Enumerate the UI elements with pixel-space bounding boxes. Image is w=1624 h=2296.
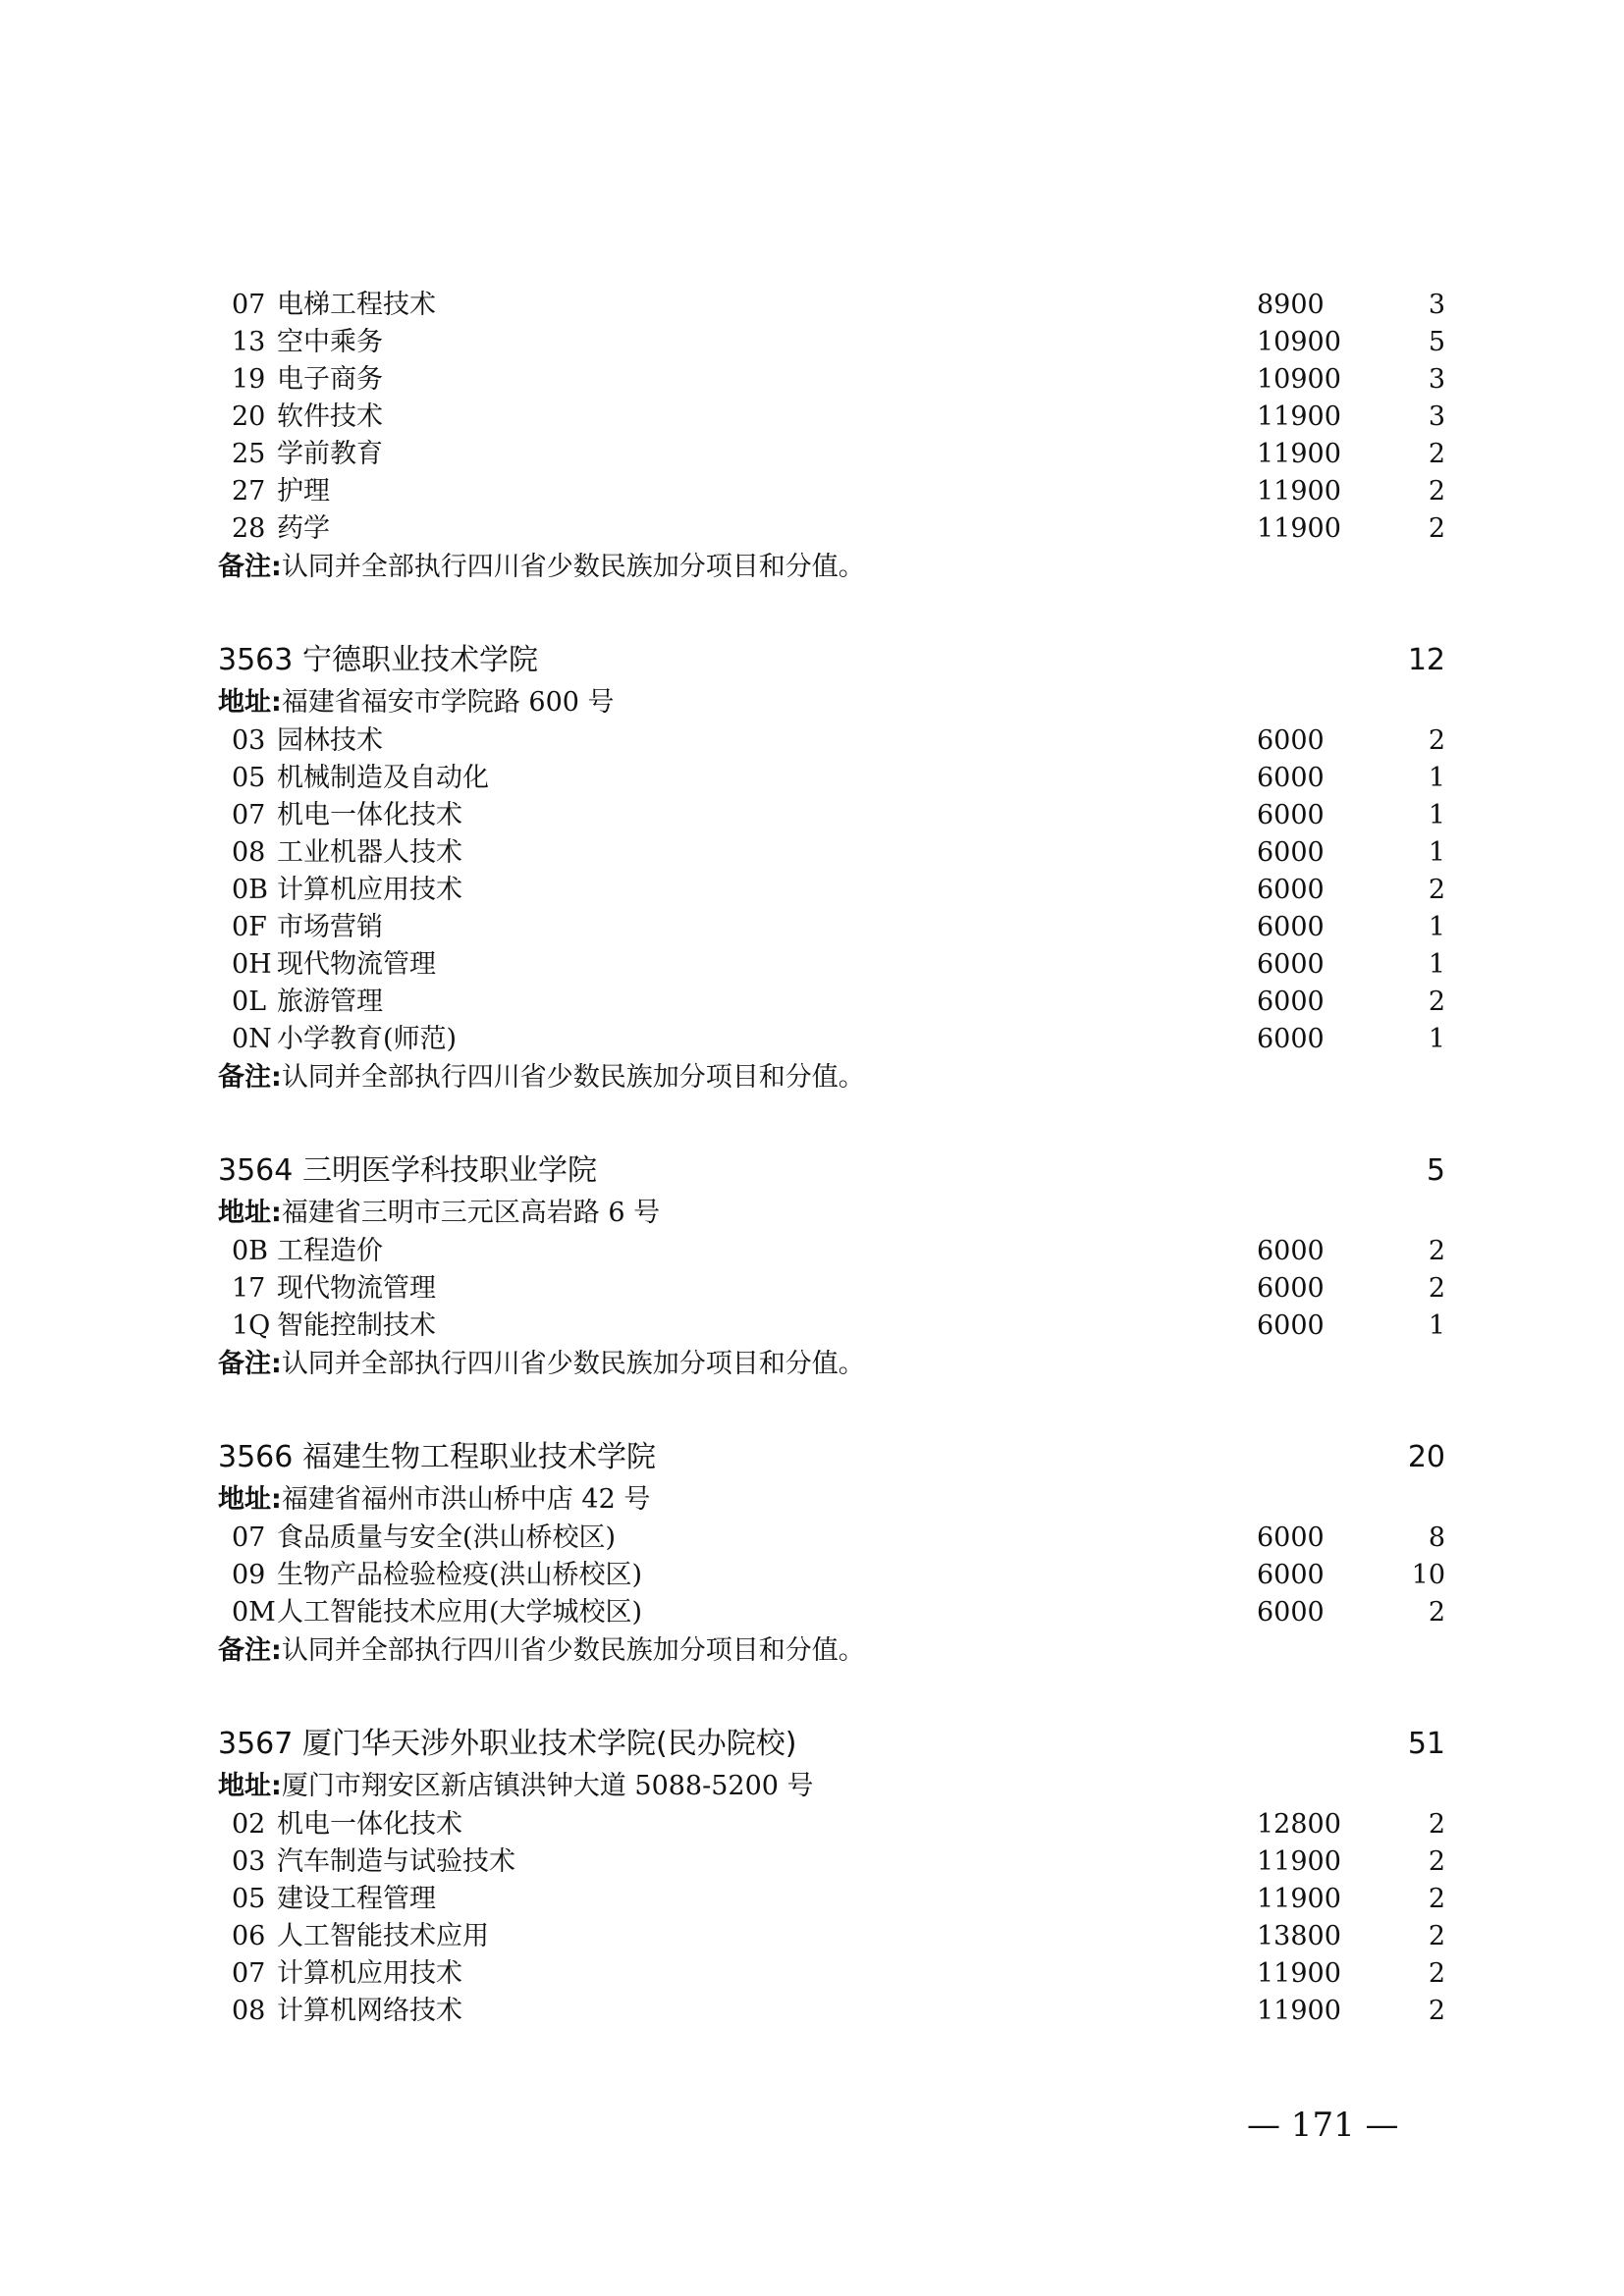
major-count: 2	[1428, 1273, 1445, 1304]
major-row	[218, 1520, 1445, 1557]
major-name: 电梯工程技术	[277, 290, 436, 320]
major-count: 2	[1428, 439, 1445, 469]
address-text: 福建省福安市学院路 600 号	[281, 687, 615, 718]
address-text: 福建省三明市三元区高岩路 6 号	[281, 1198, 661, 1228]
major-name: 旅游管理	[277, 987, 383, 1017]
major-name: 智能控制技术	[277, 1310, 436, 1341]
major-row	[218, 287, 1445, 324]
major-fee: 11900	[1257, 1884, 1341, 1914]
major-name: 电子商务	[277, 364, 383, 395]
major-code: 17	[232, 1273, 266, 1304]
school-section	[218, 638, 1445, 1097]
school-section	[218, 1148, 1445, 1384]
major-row	[218, 324, 1445, 361]
major-name: 现代物流管理	[277, 949, 436, 980]
school-section	[218, 1722, 1445, 2030]
major-count: 3	[1428, 364, 1445, 395]
remark	[218, 548, 1347, 587]
major-name: 市场营销	[277, 912, 383, 942]
school-header	[218, 1148, 1445, 1194]
school-header	[218, 1435, 1445, 1480]
major-code: 07	[232, 1522, 266, 1553]
major-code: 0B	[232, 1236, 269, 1266]
major-row	[218, 361, 1445, 399]
major-row	[218, 1270, 1445, 1308]
major-code: 05	[232, 763, 266, 793]
remark-label: 备注:	[218, 1349, 282, 1379]
school-name: 三明医学科技职业学院	[302, 1153, 597, 1188]
major-row	[218, 1557, 1445, 1594]
major-code: 06	[232, 1921, 266, 1951]
school-name: 厦门华天涉外职业技术学院(民办院校)	[302, 1727, 797, 1761]
major-count: 2	[1428, 1996, 1445, 2026]
major-count: 2	[1428, 1236, 1445, 1266]
major-count: 1	[1428, 1310, 1445, 1341]
major-name: 建设工程管理	[277, 1884, 436, 1914]
major-name: 计算机网络技术	[277, 1996, 462, 2026]
major-code: 07	[232, 1958, 266, 1989]
major-code: 27	[232, 476, 266, 507]
major-name: 软件技术	[277, 401, 383, 432]
major-fee: 6000	[1257, 1024, 1325, 1054]
major-fee: 6000	[1257, 1597, 1325, 1628]
remark	[218, 1345, 1347, 1384]
major-name: 计算机应用技术	[277, 875, 462, 905]
major-fee: 6000	[1257, 912, 1325, 942]
school-address	[218, 1480, 1347, 1520]
address-text: 厦门市翔安区新店镇洪钟大道 5088-5200 号	[281, 1771, 814, 1801]
school-code: 3564	[218, 1153, 294, 1188]
major-row	[218, 510, 1445, 548]
major-code: 0L	[232, 987, 267, 1017]
major-fee: 6000	[1257, 800, 1325, 830]
major-code: 19	[232, 364, 266, 395]
major-count: 1	[1428, 837, 1445, 868]
major-row	[218, 1881, 1445, 1918]
major-count: 2	[1428, 1809, 1445, 1840]
major-row	[218, 1806, 1445, 1843]
major-row	[218, 909, 1445, 946]
major-count: 5	[1428, 327, 1445, 357]
major-code: 0F	[232, 912, 267, 942]
major-count: 2	[1428, 875, 1445, 905]
major-row	[218, 984, 1445, 1021]
major-code: 0H	[232, 949, 272, 980]
major-fee: 10900	[1257, 364, 1341, 395]
major-count: 1	[1428, 912, 1445, 942]
major-name: 园林技术	[277, 725, 383, 756]
remark	[218, 1631, 1347, 1671]
major-row	[218, 872, 1445, 909]
major-code: 0M	[232, 1597, 276, 1628]
major-count: 2	[1428, 1884, 1445, 1914]
school-header	[218, 1722, 1445, 1767]
page-content	[218, 287, 1445, 2030]
major-row	[218, 1021, 1445, 1058]
major-fee: 6000	[1257, 763, 1325, 793]
major-row	[218, 1918, 1445, 1955]
major-fee: 6000	[1257, 1273, 1325, 1304]
major-row	[218, 722, 1445, 760]
school-total: 12	[1407, 643, 1445, 677]
address-label: 地址:	[218, 1484, 282, 1515]
major-count: 2	[1428, 1597, 1445, 1628]
major-name: 小学教育(师范)	[277, 1024, 458, 1054]
major-row	[218, 1233, 1445, 1270]
major-code: 1Q	[232, 1310, 271, 1341]
major-fee: 6000	[1257, 875, 1325, 905]
remark-label: 备注:	[218, 552, 282, 582]
major-fee: 6000	[1257, 1560, 1325, 1590]
school-total: 20	[1407, 1440, 1445, 1474]
major-count: 2	[1428, 1846, 1445, 1877]
address-label: 地址:	[218, 1198, 282, 1228]
school-address	[218, 1767, 1347, 1806]
major-count: 1	[1428, 800, 1445, 830]
major-row	[218, 1993, 1445, 2030]
major-fee: 11900	[1257, 513, 1341, 544]
major-name: 机械制造及自动化	[277, 763, 489, 793]
major-name: 工程造价	[277, 1236, 383, 1266]
major-name: 人工智能技术应用(大学城校区)	[277, 1597, 643, 1628]
major-row	[218, 946, 1445, 984]
major-fee: 13800	[1257, 1921, 1341, 1951]
major-code: 20	[232, 401, 266, 432]
major-count: 3	[1428, 290, 1445, 320]
remark-text: 认同并全部执行四川省少数民族加分项目和分值。	[281, 1349, 865, 1379]
major-name: 汽车制造与试验技术	[277, 1846, 515, 1877]
major-fee: 11900	[1257, 1846, 1341, 1877]
major-fee: 8900	[1257, 290, 1325, 320]
major-name: 人工智能技术应用	[277, 1921, 489, 1951]
school-section	[218, 1435, 1445, 1671]
school-address	[218, 683, 1347, 722]
major-count: 2	[1428, 1921, 1445, 1951]
major-count: 2	[1428, 476, 1445, 507]
major-code: 13	[232, 327, 266, 357]
school-name: 福建生物工程职业技术学院	[302, 1440, 656, 1474]
major-row	[218, 834, 1445, 872]
major-fee: 6000	[1257, 1522, 1325, 1553]
major-fee: 11900	[1257, 1996, 1341, 2026]
major-name: 食品质量与安全(洪山桥校区)	[277, 1522, 617, 1553]
major-name: 生物产品检验检疫(洪山桥校区)	[277, 1560, 643, 1590]
major-name: 药学	[277, 513, 330, 544]
major-code: 07	[232, 800, 266, 830]
remark-label: 备注:	[218, 1062, 282, 1093]
major-code: 02	[232, 1809, 266, 1840]
major-row	[218, 1308, 1445, 1345]
major-fee: 10900	[1257, 327, 1341, 357]
remark-text: 认同并全部执行四川省少数民族加分项目和分值。	[281, 1635, 865, 1666]
major-code: 07	[232, 290, 266, 320]
school-address	[218, 1194, 1347, 1233]
remark-text: 认同并全部执行四川省少数民族加分项目和分值。	[281, 552, 865, 582]
remark	[218, 1058, 1347, 1097]
major-fee: 12800	[1257, 1809, 1341, 1840]
major-fee: 11900	[1257, 439, 1341, 469]
major-fee: 6000	[1257, 837, 1325, 868]
major-row	[218, 1843, 1445, 1881]
major-code: 08	[232, 1996, 266, 2026]
major-code: 0B	[232, 875, 269, 905]
major-count: 2	[1428, 1958, 1445, 1989]
major-code: 09	[232, 1560, 266, 1590]
major-count: 2	[1428, 513, 1445, 544]
major-code: 05	[232, 1884, 266, 1914]
address-text: 福建省福州市洪山桥中店 42 号	[281, 1484, 651, 1515]
major-count: 2	[1428, 725, 1445, 756]
address-label: 地址:	[218, 687, 282, 718]
major-name: 护理	[277, 476, 330, 507]
major-count: 3	[1428, 401, 1445, 432]
major-count: 1	[1428, 763, 1445, 793]
major-name: 机电一体化技术	[277, 1809, 462, 1840]
major-fee: 6000	[1257, 949, 1325, 980]
major-count: 1	[1428, 1024, 1445, 1054]
major-name: 学前教育	[277, 439, 383, 469]
major-code: 0N	[232, 1024, 272, 1054]
major-name: 空中乘务	[277, 327, 383, 357]
major-row	[218, 436, 1445, 473]
major-count: 2	[1428, 987, 1445, 1017]
school-total: 51	[1407, 1727, 1445, 1761]
major-row	[218, 1955, 1445, 1993]
major-row	[218, 797, 1445, 834]
major-fee: 6000	[1257, 725, 1325, 756]
continued-block	[218, 287, 1445, 587]
school-code: 3567	[218, 1727, 294, 1761]
address-label: 地址:	[218, 1771, 282, 1801]
major-row	[218, 399, 1445, 436]
major-row	[218, 473, 1445, 510]
major-code: 03	[232, 1846, 266, 1877]
remark-text: 认同并全部执行四川省少数民族加分项目和分值。	[281, 1062, 865, 1093]
major-count: 10	[1411, 1560, 1445, 1590]
major-code: 25	[232, 439, 266, 469]
school-header	[218, 638, 1445, 683]
major-name: 计算机应用技术	[277, 1958, 462, 1989]
major-count: 1	[1428, 949, 1445, 980]
major-count: 8	[1428, 1522, 1445, 1553]
major-fee: 6000	[1257, 987, 1325, 1017]
school-total: 5	[1426, 1153, 1445, 1188]
major-fee: 6000	[1257, 1310, 1325, 1341]
major-fee: 11900	[1257, 401, 1341, 432]
major-name: 机电一体化技术	[277, 800, 462, 830]
major-row	[218, 1594, 1445, 1631]
school-name: 宁德职业技术学院	[302, 643, 538, 677]
major-fee: 11900	[1257, 1958, 1341, 1989]
remark-label: 备注:	[218, 1635, 282, 1666]
page-number: — 171 —	[1247, 2106, 1399, 2145]
major-fee: 11900	[1257, 476, 1341, 507]
major-row	[218, 760, 1445, 797]
major-code: 03	[232, 725, 266, 756]
school-code: 3566	[218, 1440, 294, 1474]
major-fee: 6000	[1257, 1236, 1325, 1266]
major-code: 28	[232, 513, 266, 544]
school-code: 3563	[218, 643, 294, 677]
major-code: 08	[232, 837, 266, 868]
major-name: 现代物流管理	[277, 1273, 436, 1304]
major-name: 工业机器人技术	[277, 837, 462, 868]
